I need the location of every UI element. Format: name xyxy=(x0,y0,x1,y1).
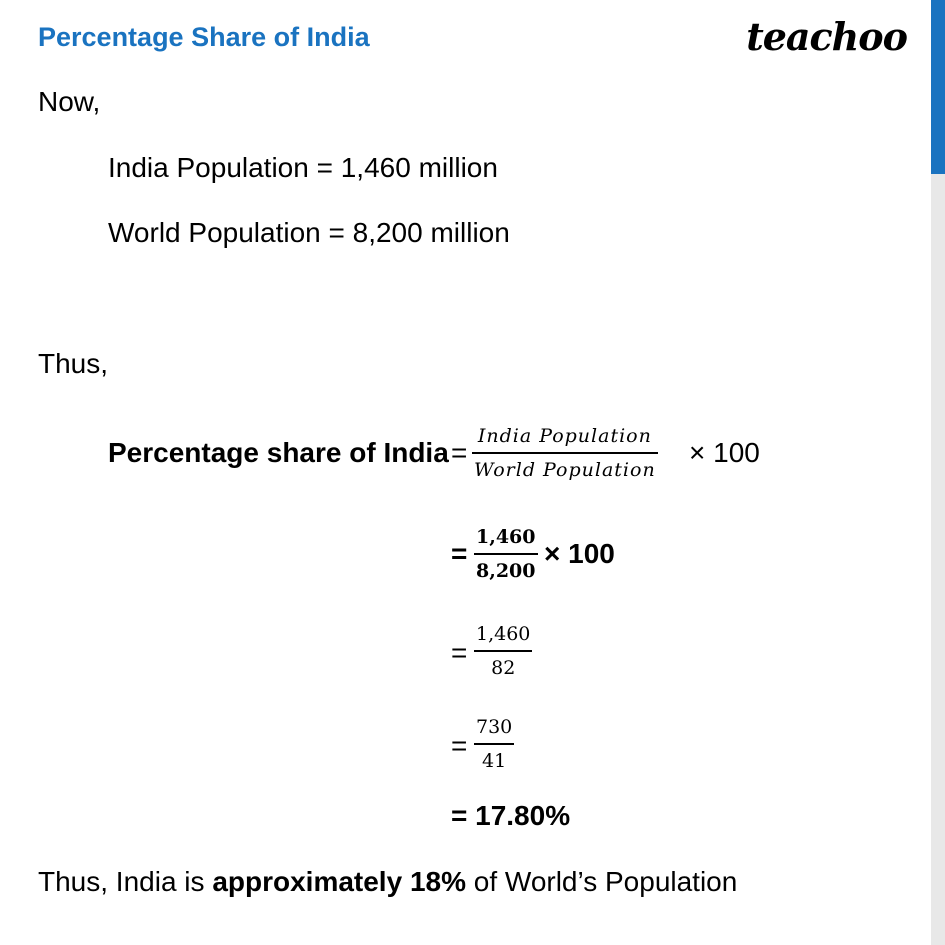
fraction-numerator: 1,460 xyxy=(476,526,536,548)
india-population-line: India Population = 1,460 million xyxy=(108,152,498,183)
step2-equals: = xyxy=(451,637,468,668)
teachoo-logo: teachoo xyxy=(746,14,907,59)
formula-times: × 100 xyxy=(689,437,760,468)
fraction-numerator: India Population xyxy=(477,425,652,447)
fraction-bar xyxy=(474,650,532,652)
thus-text: Thus, xyxy=(38,348,109,379)
fraction-bar xyxy=(472,452,658,454)
formula-equals: = xyxy=(451,437,468,468)
fraction-bar xyxy=(474,553,538,555)
conclusion-prefix: Thus, India is xyxy=(38,866,213,897)
formula-label: Percentage share of India xyxy=(108,437,449,468)
fraction-bar xyxy=(474,743,514,745)
scrollbar-thumb[interactable] xyxy=(931,0,945,174)
conclusion-highlight: approximately 18% xyxy=(212,866,466,897)
step2-fraction xyxy=(474,622,532,680)
conclusion-suffix: of World’s Population xyxy=(465,866,738,897)
step1-times: × 100 xyxy=(544,538,615,569)
step3-equals: = xyxy=(451,730,468,761)
fraction-denominator: 41 xyxy=(482,749,507,772)
conclusion-text xyxy=(38,866,737,898)
step3-fraction xyxy=(474,715,514,773)
fraction-denominator: 82 xyxy=(491,656,516,679)
result-value: = 17.80% xyxy=(451,800,571,831)
fraction-numerator: 1,460 xyxy=(476,623,531,645)
world-population-line: World Population = 8,200 million xyxy=(108,217,510,248)
fraction-numerator: 730 xyxy=(476,716,513,738)
formula-fraction xyxy=(472,424,658,482)
step1-fraction xyxy=(474,525,538,583)
fraction-denominator: 8,200 xyxy=(476,559,536,582)
fraction-denominator: World Population xyxy=(474,458,656,481)
intro-text: Now, xyxy=(38,86,101,117)
page-title: Percentage Share of India xyxy=(38,22,370,52)
step1-equals: = xyxy=(451,538,468,569)
